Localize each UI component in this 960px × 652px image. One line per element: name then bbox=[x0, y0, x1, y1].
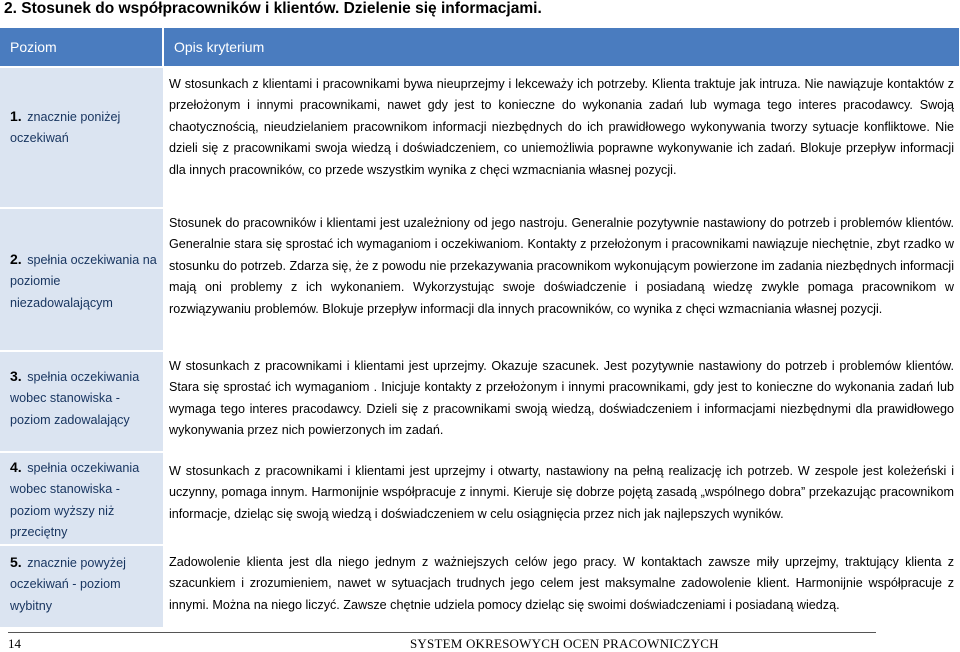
level-number: 3. bbox=[10, 368, 22, 384]
table-row bbox=[0, 351, 960, 452]
level-number: 5. bbox=[10, 554, 22, 570]
level-cell bbox=[0, 67, 163, 208]
level-cell bbox=[0, 452, 163, 545]
column-header-description: Opis kryterium bbox=[163, 28, 960, 67]
page-number: 14 bbox=[8, 636, 21, 651]
table-row bbox=[0, 67, 960, 208]
section-heading: 2. Stosunek do współpracowników i klientów. Dzielenie się informacjami. bbox=[4, 0, 542, 17]
level-number: 2. bbox=[10, 251, 22, 267]
description-cell: W stosunkach z klientami i pracownikami bywa nieuprzejmy i lekceważy ich potrzeby. Klienta traktuje jak intruza. Nie nawiązuje kontaktów z przełożonym i innymi pracownikami, nawet gdy jest to konieczne do wykonania zadań lub wymaga tego interes pracodawcy. Swoją chaotycznością, nieudzielaniem pracownikom informacji niezbędnych do ich prawidłowego wykonywania tworzy sytuacje konfliktowe. Nie dzieli się z pracownikami swoja wiedzą i doświadczeniem, co uniemożliwia poprawne wykonywanie ich zadań. Blokuje przepływ informacji dla innych pracowników, co przede wszystkim wynika z chęci wzmacniania własnej pozycji. bbox=[163, 67, 960, 208]
level-label: znacznie poniżej oczekiwań bbox=[10, 110, 121, 146]
table-row bbox=[0, 208, 960, 351]
level-number: 1. bbox=[10, 108, 22, 124]
criteria-table bbox=[0, 28, 960, 627]
level-cell bbox=[0, 208, 163, 351]
description-cell: Stosunek do pracowników i klientami jest uzależniony od jego nastroju. Generalnie pozytywnie nastawiony do potrzeb i problemów klientów. Generalnie stara się sprostać ich wymaganiom i oczekiwaniom. Kontakty z przełożonym i pracownikami nawiązuje niechętnie, zbyt rzadko w stosunku do potrzeb. Zdarza się, że z powodu nie przekazywania pracownikom wykonującym powierzone im zadania niezbędnych informacji mają oni problemy z ich wykonaniem. Wykorzystując swoje doświadczenie i posiadaną wiedzę zwykle pomaga pracownikom w rozwiązywaniu problemów. Blokuje przepływ informacji dla innych pracowników, co wynika z chęci wzmacniania własnej pozycji. bbox=[163, 208, 960, 351]
table-row bbox=[0, 452, 960, 545]
footer-title: SYSTEM OKRESOWYCH OCEN PRACOWNICZYCH bbox=[410, 636, 719, 651]
description-cell: W stosunkach z pracownikami i klientami jest uprzejmy. Okazuje szacunek. Jest pozytywnie nastawiony do potrzeb i problemów klientów. Stara się sprostać ich wymaganiom . Inicjuje kontakty z przełożonym i innymi pracownikami, gdy jest to konieczne do wykonania zadań lub wymaga tego interes pracodawcy. Dzieli się z pracownikami swoją wiedzą, doświadczeniem i informacjami niezbędnymi dla prawidłowego wykonywania przez nich powierzonych im zadań. bbox=[163, 351, 960, 452]
table-header-row bbox=[0, 28, 960, 67]
table-row bbox=[0, 545, 960, 627]
level-label: spełnia oczekiwania wobec stanowiska - poziom wyższy niż przeciętny bbox=[10, 461, 140, 540]
column-header-level: Poziom bbox=[0, 28, 163, 67]
level-label: spełnia oczekiwania na poziomie niezadowalającym bbox=[10, 253, 157, 310]
level-label: znacznie powyżej oczekiwań - poziom wybitny bbox=[10, 556, 126, 613]
level-cell bbox=[0, 545, 163, 627]
description-cell: W stosunkach z pracownikami i klientami jest uprzejmy i otwarty, nastawiony na pełną realizację ich potrzeb. W zespole jest koleżeński i uczynny, pomaga innym. Harmonijnie współpracuje z innymi. Kieruje się dobrze pojętą zasadą „wspólnego dobra” przekazując pracownikom informacje, dzieląc się swoją wiedzą i doświadczeniem w celu osiągnięcia przez nich jak najlepszych wyników. bbox=[163, 452, 960, 545]
footer-divider bbox=[8, 632, 876, 633]
description-cell: Zadowolenie klienta jest dla niego jednym z ważniejszych celów jego pracy. W kontaktach zawsze miły uprzejmy, traktujący klienta z szacunkiem i zrozumieniem, nawet w sytuacjach trudnych jego celem jest maksymalne zadowolenie klient. Harmonijnie współpracuje z innymi. Można na niego liczyć. Zawsze chętnie udziela pomocy dzieląc się swoimi doświadczeniami i posiadaną wiedzą. bbox=[163, 545, 960, 627]
level-label: spełnia oczekiwania wobec stanowiska - poziom zadowalający bbox=[10, 370, 140, 427]
level-number: 4. bbox=[10, 459, 22, 475]
level-cell bbox=[0, 351, 163, 452]
